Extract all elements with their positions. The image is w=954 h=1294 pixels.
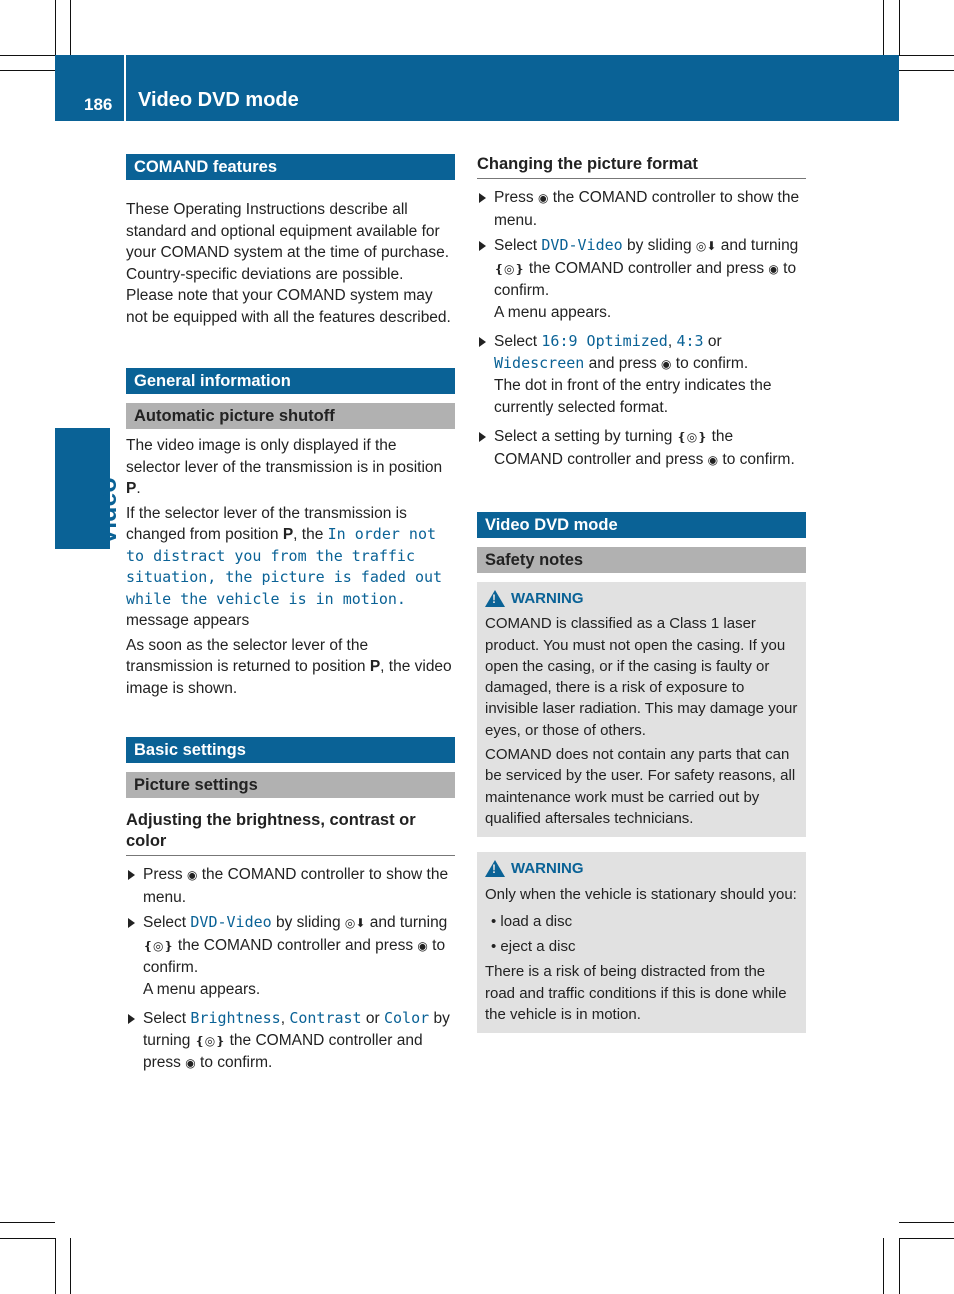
adjusting-heading: Adjusting the brightness, contrast or color [126,810,455,856]
crop-mark [899,55,954,56]
warning-title: ! WARNING [485,858,798,879]
crop-mark [899,1222,954,1223]
warning-box-laser [477,582,806,837]
left-column [126,154,455,1075]
crop-mark [899,70,954,71]
crop-mark [70,1238,71,1294]
right-column [477,154,806,1033]
turn-controller-icon: ❴◎❵ [676,430,708,444]
crop-mark [883,0,884,55]
warning-triangle-icon [485,590,505,607]
shutoff-paragraph-3: As soon as the selector lever of the transmission is returned to position P, the video image is shown. [126,636,452,697]
warning-title: ! WARNING [485,588,798,609]
crop-mark [0,1222,55,1223]
press-controller-icon: ◉ [186,868,198,882]
crop-mark [883,1238,884,1294]
press-controller-icon: ◉ [661,356,672,371]
crop-mark [0,70,55,71]
warning-text: COMAND is classified as a Class 1 laser product. You must not open the casing. If you open the casing, or if the casing is faulty or damaged, there is a risk of exposure to invisible laser radiation. This may damage your eyes, or those of others. [485,615,798,739]
step-select-format: Select 16:9 Optimized, 4:3 or Widescreen and press ◉ to confirm. The dot in front of the entry indicates the currently selected format. [477,331,806,418]
slide-controller-icon: ◎⬇ [344,916,366,930]
step-select-setting: Select a setting by turning ❴◎❵ the COMAND controller and press ◉ to confirm. [477,426,806,471]
crop-mark [55,1238,56,1294]
picture-settings-heading: Picture settings [126,772,455,798]
crop-mark [0,1238,55,1239]
crop-mark [899,1238,900,1294]
crop-mark [899,0,900,55]
press-controller-icon: ◉ [417,938,428,953]
warning-text: There is a risk of being distracted from the road and traffic conditions if this is done while the vehicle is in motion. [485,963,787,1024]
list-item: • eject a disc [491,938,576,956]
automatic-picture-shutoff-heading: Automatic picture shutoff [126,403,455,429]
list-item: • load a disc [491,912,573,930]
step-select-brightness: Select Brightness, Contrast or Color by turning ❴◎❵ the COMAND controller and press ◉ to confirm. [126,1008,455,1075]
turn-controller-icon: ❴◎❵ [494,261,525,276]
shutoff-paragraph-2: If the selector lever of the transmission is changed from position P, the In order not to distract you from the traffic situation, the picture is faded out while the vehicle is in motion. message appears [126,504,443,629]
press-controller-icon: ◉ [537,191,549,205]
comand-features-heading: COMAND features [126,154,455,180]
basic-settings-heading: Basic settings [126,737,455,763]
turn-controller-icon: ❴◎❵ [194,1033,226,1048]
changing-format-heading: Changing the picture format [477,154,806,179]
warning-triangle-icon [485,860,505,877]
warning-text: COMAND does not contain any parts that can be serviced by the user. For safety reasons, all maintenance work must be carried out by qualified aftersales technicians. [485,746,796,827]
page-title: Video DVD mode [138,89,299,111]
general-information-heading: General information [126,368,455,394]
turn-controller-icon: ❴◎❵ [143,938,174,953]
crop-mark [70,0,71,55]
press-controller-icon: ◉ [707,452,719,467]
step-press-menu: Press ◉ the COMAND controller to show the menu. [477,187,806,231]
crop-mark [0,55,55,56]
comand-features-text: These Operating Instructions describe all standard and optional equipment available for your COMAND system at the time of purchase. Country-specific deviations are possible. Please note that your COMAND system may not be equipped with all the features described. [126,201,451,326]
step-select-dvd-video: Select DVD-Video by sliding ◎⬇ and turning ❴◎❵ the COMAND controller and press ◉ to confirm. A menu appears. [126,912,455,1000]
video-dvd-mode-heading: Video DVD mode [477,512,806,538]
header-divider [124,55,126,121]
distraction-message: In order not to distract you from the traffic situation, the picture is faded out while the vehicle is in motion. [126,525,443,608]
side-tab-label: Video [94,477,122,545]
warning-text: Only when the vehicle is stationary should you: [485,885,797,903]
press-controller-icon: ◉ [185,1056,196,1070]
press-controller-icon: ◉ [768,261,779,276]
crop-mark [55,0,56,55]
shutoff-paragraph-1: The video image is only displayed if the selector lever of the transmission is in position P. [126,437,443,497]
safety-notes-heading: Safety notes [477,547,806,573]
step-press-menu: Press ◉ the COMAND controller to show the menu. [126,864,455,908]
slide-controller-icon: ◎⬇ [695,239,717,253]
page-number: 186 [84,95,113,114]
warning-box-distraction [477,852,806,1033]
step-select-dvd-video: Select DVD-Video by sliding ◎⬇ and turning ❴◎❵ the COMAND controller and press ◉ to confirm. A menu appears. [477,235,806,323]
crop-mark [899,1238,954,1239]
